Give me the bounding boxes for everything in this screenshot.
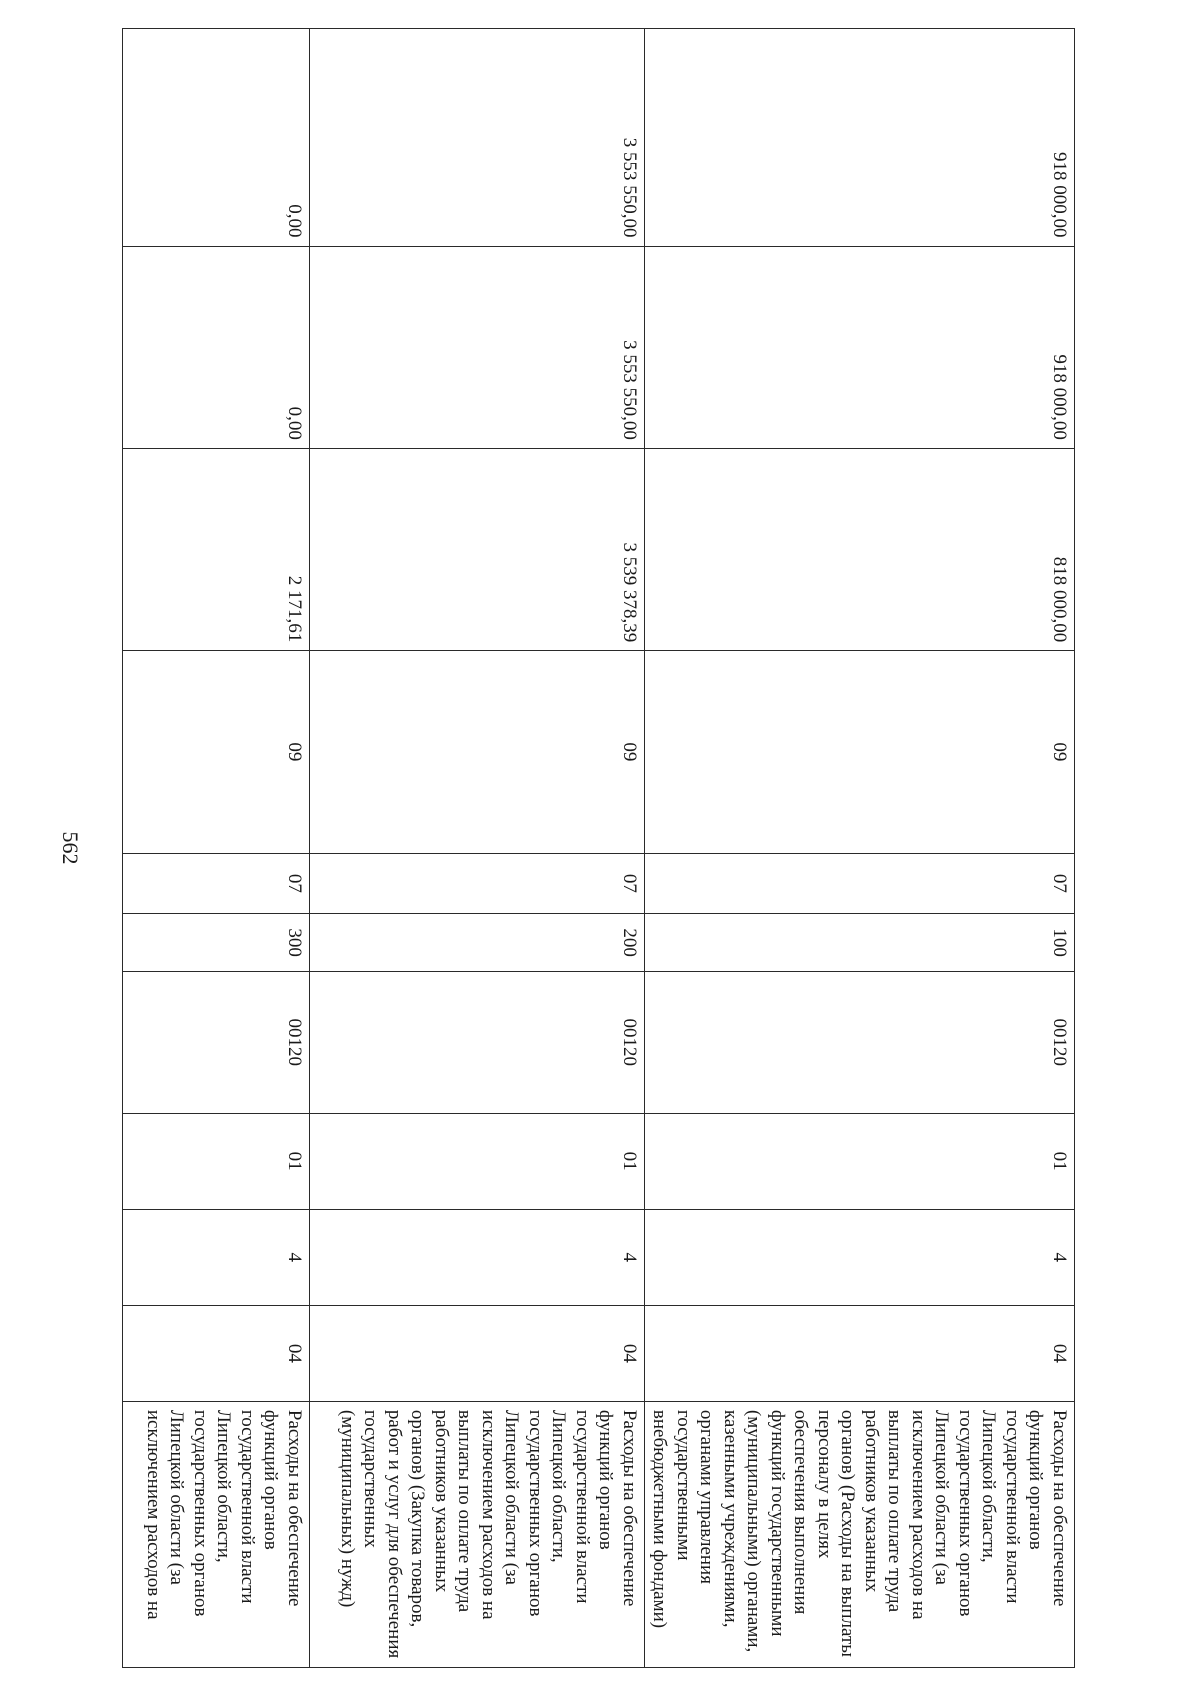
budget-table	[122, 28, 1075, 1668]
direction-cell: 00120	[645, 971, 1075, 1113]
section-cell: 07	[310, 853, 645, 914]
program-cell: 4	[645, 1209, 1075, 1305]
ministry-cell: 04	[123, 1305, 310, 1401]
direction-cell: 00120	[123, 971, 310, 1113]
ministry-cell: 04	[645, 1305, 1075, 1401]
expense-type-cell: 300	[123, 914, 310, 972]
subsection-cell: 09	[123, 651, 310, 853]
table-row	[310, 29, 645, 1668]
amount-2-cell: 3 553 550,00	[310, 246, 645, 448]
subprogram-cell: 01	[645, 1113, 1075, 1209]
program-cell: 4	[310, 1209, 645, 1305]
amount-3-cell: 3 553 550,00	[310, 29, 645, 247]
subprogram-cell: 01	[310, 1113, 645, 1209]
page-number: 562	[58, 831, 83, 865]
section-cell: 07	[645, 853, 1075, 914]
ministry-cell: 04	[310, 1305, 645, 1401]
expense-name-cell: Расходы на обеспечение функций органов государственной власти Липецкой области, государственных органов Липецкой области (за исключением расходов на выплаты по оплате труда работников указанных органов) (Закупка товаров, работ и услуг для обеспечения государственных (муниципальных) нужд)	[310, 1401, 645, 1667]
amount-1-cell: 2 171,61	[123, 448, 310, 650]
direction-cell: 00120	[310, 971, 645, 1113]
subsection-cell: 09	[645, 651, 1075, 853]
expense-name-cell: Расходы на обеспечение функций органов государственной власти Липецкой области, государственных органов Липецкой области (за исключением расходов на выплаты по оплате труда работников указанных органов) (Расходы на выплаты персоналу в целях обеспечения выполнения функций государственными (муниципальными) органами, казенными учреждениями, органами управления государственными внебюджетными фондами)	[645, 1401, 1075, 1667]
amount-2-cell: 0,00	[123, 246, 310, 448]
amount-1-cell: 818 000,00	[645, 448, 1075, 650]
amount-1-cell: 3 539 378,39	[310, 448, 645, 650]
subprogram-cell: 01	[123, 1113, 310, 1209]
expense-type-cell: 100	[645, 914, 1075, 972]
subsection-cell: 09	[310, 651, 645, 853]
table-row	[645, 29, 1075, 1668]
program-cell: 4	[123, 1209, 310, 1305]
amount-3-cell: 918 000,00	[645, 29, 1075, 247]
expense-type-cell: 200	[310, 914, 645, 972]
rotated-page-content	[125, 28, 1075, 1668]
expense-name-cell: Расходы на обеспечение функций органов государственной власти Липецкой области, государственных органов Липецкой области (за исключением расходов на	[123, 1401, 310, 1667]
section-cell: 07	[123, 853, 310, 914]
table-row	[123, 29, 310, 1668]
amount-3-cell: 0,00	[123, 29, 310, 247]
amount-2-cell: 918 000,00	[645, 246, 1075, 448]
